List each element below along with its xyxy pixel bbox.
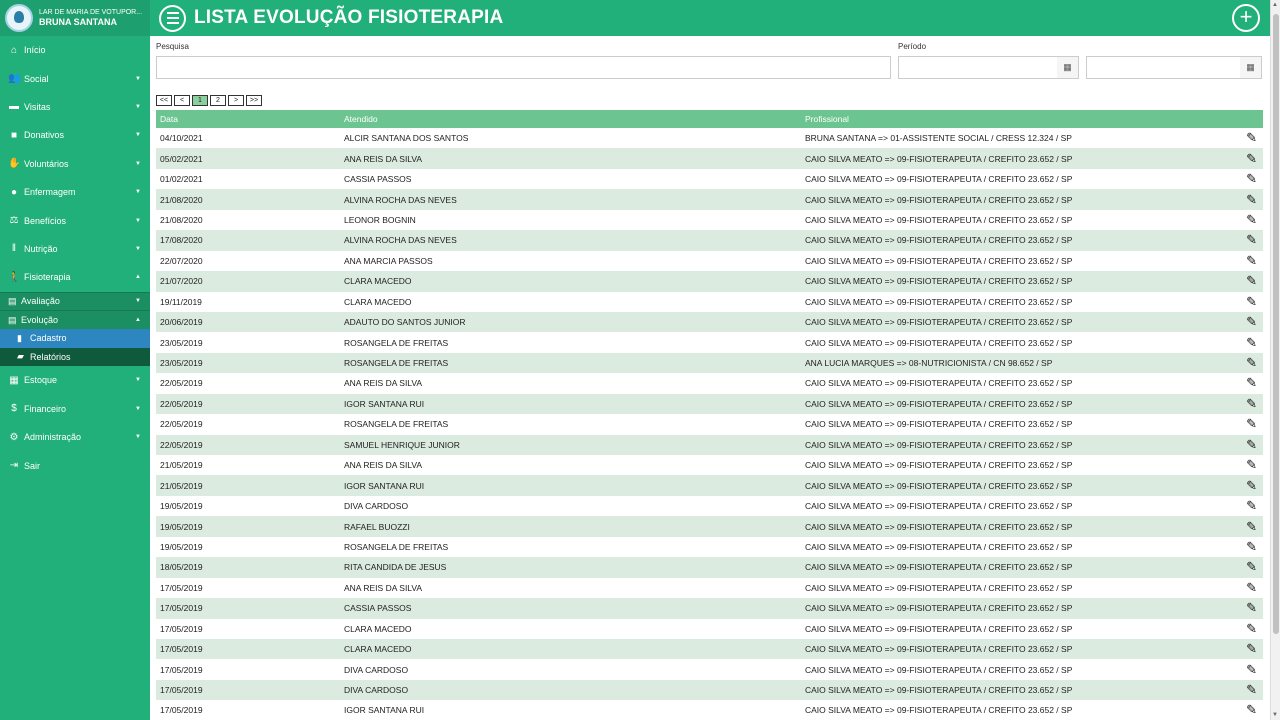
column-header-data[interactable]: Data <box>160 114 178 124</box>
table-row[interactable] <box>156 475 1263 495</box>
cell-atendido: ADAUTO DO SANTOS JUNIOR <box>344 317 466 328</box>
utensils-icon: ǁ <box>11 243 17 255</box>
cell-atendido: ANA REIS DA SILVA <box>344 153 423 164</box>
cell-date: 22/05/2019 <box>160 398 203 409</box>
table-row[interactable] <box>156 537 1263 557</box>
vertical-scrollbar[interactable] <box>1270 0 1280 720</box>
handshake-icon: ✋ <box>8 158 21 170</box>
folder-icon: ▰ <box>17 351 24 362</box>
sidebar-subitem-evolucao[interactable] <box>0 310 150 329</box>
pencil-edit-icon[interactable]: ✎ <box>1246 171 1257 187</box>
caret-down-icon: ▼ <box>135 189 141 196</box>
cell-profissional: CAIO SILVA MEATO => 09-FISIOTERAPEUTA / CREFITO 23.652 / SP <box>805 685 1073 696</box>
cell-profissional: CAIO SILVA MEATO => 09-FISIOTERAPEUTA / CREFITO 23.652 / SP <box>805 460 1073 471</box>
cell-atendido: ANA MARCIA PASSOS <box>344 255 433 266</box>
table-row[interactable] <box>156 332 1263 352</box>
period-end-input[interactable] <box>1086 56 1241 79</box>
pencil-edit-icon[interactable]: ✎ <box>1246 579 1257 595</box>
sidebar-subitem-label: Evolução <box>21 315 59 326</box>
sign-out-icon: ⇥ <box>9 460 19 472</box>
cell-profissional: CAIO SILVA MEATO => 09-FISIOTERAPEUTA / CREFITO 23.652 / SP <box>805 623 1073 634</box>
cell-date: 21/05/2019 <box>160 460 203 471</box>
pencil-edit-icon[interactable]: ✎ <box>1246 702 1257 718</box>
table-row[interactable] <box>156 516 1263 536</box>
sidebar-item-label: Fisioterapia <box>24 272 71 283</box>
cell-profissional: CAIO SILVA MEATO => 09-FISIOTERAPEUTA / CREFITO 23.652 / SP <box>805 296 1073 307</box>
pager-first-button[interactable]: << <box>156 95 172 106</box>
table-row[interactable] <box>156 271 1263 291</box>
add-button[interactable] <box>1232 4 1260 32</box>
organization-name: LAR DE MARIA DE VOTUPOR... <box>39 9 143 16</box>
cell-date: 23/05/2019 <box>160 337 203 348</box>
pencil-edit-icon[interactable]: ✎ <box>1246 620 1257 636</box>
cell-profissional: CAIO SILVA MEATO => 09-FISIOTERAPEUTA / CREFITO 23.652 / SP <box>805 439 1073 450</box>
scale-icon: ⚖ <box>9 215 19 227</box>
search-input[interactable] <box>156 56 891 79</box>
table-row[interactable] <box>156 148 1263 168</box>
table-row[interactable] <box>156 169 1263 189</box>
cell-date: 04/10/2021 <box>160 133 203 144</box>
pagination <box>156 95 262 106</box>
sidebar-item-label: Benefícios <box>24 215 67 226</box>
pencil-edit-icon[interactable]: ✎ <box>1246 191 1257 207</box>
cell-atendido: ROSANGELA DE FREITAS <box>344 337 449 348</box>
menu-bar <box>167 22 179 24</box>
sidebar-item-label: Financeiro <box>24 403 67 414</box>
list-icon: ▤ <box>8 314 17 325</box>
sidebar-item-financeiro[interactable] <box>0 395 150 423</box>
cell-atendido: DIVA CARDOSO <box>344 685 409 696</box>
cell-date: 01/02/2021 <box>160 174 203 185</box>
car-icon: ▬ <box>9 101 19 113</box>
sidebar-subitem-label: Cadastro <box>30 333 67 344</box>
cell-profissional: CAIO SILVA MEATO => 09-FISIOTERAPEUTA / CREFITO 23.652 / SP <box>805 480 1073 491</box>
table-row[interactable] <box>156 251 1263 271</box>
cell-profissional: CAIO SILVA MEATO => 09-FISIOTERAPEUTA / CREFITO 23.652 / SP <box>805 521 1073 532</box>
table-row[interactable] <box>156 414 1263 434</box>
pager-page-1[interactable]: 1 <box>192 95 208 106</box>
pencil-edit-icon[interactable]: ✎ <box>1246 130 1257 146</box>
table-row[interactable] <box>156 435 1263 455</box>
sidebar-subitem-cadastro[interactable] <box>0 329 150 348</box>
cell-atendido: CLARA MACEDO <box>344 623 412 634</box>
brand-block <box>0 0 150 36</box>
cell-profissional: ANA LUCIA MARQUES => 08-NUTRICIONISTA / CN 98.652 / SP <box>805 358 1053 369</box>
table-row[interactable] <box>156 353 1263 373</box>
sidebar <box>0 0 150 720</box>
cell-date: 23/05/2019 <box>160 358 203 369</box>
plus-icon: + <box>1239 4 1253 29</box>
pencil-edit-icon[interactable]: ✎ <box>1246 355 1257 371</box>
cell-date: 17/05/2019 <box>160 623 203 634</box>
pencil-edit-icon[interactable]: ✎ <box>1246 518 1257 534</box>
pencil-edit-icon[interactable]: ✎ <box>1246 436 1257 452</box>
cell-atendido: SAMUEL HENRIQUE JUNIOR <box>344 439 460 450</box>
cell-profissional: CAIO SILVA MEATO => 09-FISIOTERAPEUTA / CREFITO 23.652 / SP <box>805 317 1073 328</box>
pencil-edit-icon[interactable]: ✎ <box>1246 273 1257 289</box>
caret-down-icon: ▼ <box>135 298 141 305</box>
cell-profissional: CAIO SILVA MEATO => 09-FISIOTERAPEUTA / CREFITO 23.652 / SP <box>805 644 1073 655</box>
cell-date: 05/02/2021 <box>160 153 203 164</box>
sidebar-item-nutricao[interactable] <box>0 235 150 263</box>
cell-date: 22/05/2019 <box>160 439 203 450</box>
table-row[interactable] <box>156 189 1263 209</box>
table-row[interactable] <box>156 557 1263 577</box>
cell-atendido: CASSIA PASSOS <box>344 174 412 185</box>
walking-icon: 🚶 <box>8 271 21 283</box>
cell-profissional: CAIO SILVA MEATO => 09-FISIOTERAPEUTA / CREFITO 23.652 / SP <box>805 705 1073 716</box>
cell-atendido: RAFAEL BUOZZI <box>344 521 410 532</box>
cell-atendido: ALVINA ROCHA DAS NEVES <box>344 194 457 205</box>
gear-icon: ⚙ <box>9 431 19 443</box>
pencil-edit-icon[interactable]: ✎ <box>1246 334 1257 350</box>
sidebar-subitem-label: Avaliação <box>21 296 60 307</box>
table-row[interactable] <box>156 230 1263 250</box>
sidebar-subitem-avaliacao[interactable] <box>0 292 150 311</box>
table-row[interactable] <box>156 128 1263 148</box>
table-row[interactable] <box>156 373 1263 393</box>
cell-atendido: DIVA CARDOSO <box>344 664 409 675</box>
cell-atendido: IGOR SANTANA RUI <box>344 705 425 716</box>
scroll-up-icon[interactable]: ▲ <box>1272 2 1278 8</box>
table-row[interactable] <box>156 619 1263 639</box>
sidebar-subitem-label: Relatórios <box>30 351 71 362</box>
cell-profissional: CAIO SILVA MEATO => 09-FISIOTERAPEUTA / CREFITO 23.652 / SP <box>805 664 1073 675</box>
pencil-edit-icon[interactable]: ✎ <box>1246 375 1257 391</box>
cell-date: 21/08/2020 <box>160 194 203 205</box>
hamburger-menu-button[interactable] <box>159 5 186 32</box>
user-name: BRUNA SANTANA <box>39 17 117 27</box>
sidebar-item-enfermagem[interactable] <box>0 178 150 206</box>
period-label: Período <box>898 42 927 51</box>
pager-next-button[interactable]: > <box>228 95 244 106</box>
cell-atendido: LEONOR BOGNIN <box>344 214 416 225</box>
cell-profissional: CAIO SILVA MEATO => 09-FISIOTERAPEUTA / CREFITO 23.652 / SP <box>805 541 1073 552</box>
cell-profissional: CAIO SILVA MEATO => 09-FISIOTERAPEUTA / CREFITO 23.652 / SP <box>805 194 1073 205</box>
pencil-edit-icon[interactable]: ✎ <box>1246 416 1257 432</box>
column-header-profissional[interactable]: Profissional <box>805 114 849 124</box>
cell-atendido: ANA REIS DA SILVA <box>344 460 423 471</box>
cell-atendido: IGOR SANTANA RUI <box>344 398 425 409</box>
sidebar-item-administracao[interactable] <box>0 423 150 451</box>
caret-up-icon: ▲ <box>135 317 141 324</box>
sidebar-item-label: Administração <box>24 432 82 443</box>
sidebar-item-label: Estoque <box>24 375 58 386</box>
cell-profissional: CAIO SILVA MEATO => 09-FISIOTERAPEUTA / CREFITO 23.652 / SP <box>805 398 1073 409</box>
truck-icon: ■ <box>10 129 18 141</box>
calendar-icon[interactable]: ▦ <box>1057 56 1079 79</box>
cell-date: 21/05/2019 <box>160 480 203 491</box>
cell-date: 17/08/2020 <box>160 235 203 246</box>
caret-down-icon: ▼ <box>135 103 141 110</box>
caret-down-icon: ▼ <box>135 434 141 441</box>
table-row[interactable] <box>156 639 1263 659</box>
sidebar-item-inicio[interactable] <box>0 36 150 64</box>
cell-date: 22/07/2020 <box>160 255 203 266</box>
boxes-icon: ▦ <box>9 374 19 386</box>
top-header <box>150 0 1270 36</box>
pencil-edit-icon[interactable]: ✎ <box>1246 293 1257 309</box>
cell-atendido: CLARA MACEDO <box>344 296 412 307</box>
pager-last-button[interactable]: >> <box>246 95 262 106</box>
pencil-edit-icon[interactable]: ✎ <box>1246 477 1257 493</box>
sidebar-item-label: Social <box>24 73 49 84</box>
cell-atendido: ALVINA ROCHA DAS NEVES <box>344 235 457 246</box>
pencil-edit-icon[interactable]: ✎ <box>1246 395 1257 411</box>
cell-profissional: CAIO SILVA MEATO => 09-FISIOTERAPEUTA / CREFITO 23.652 / SP <box>805 153 1073 164</box>
sidebar-item-beneficios[interactable] <box>0 206 150 234</box>
sidebar-item-social[interactable] <box>0 64 150 92</box>
cell-date: 20/06/2019 <box>160 317 203 328</box>
caret-down-icon: ▼ <box>135 377 141 384</box>
caret-down-icon: ▼ <box>135 217 141 224</box>
cell-profissional: CAIO SILVA MEATO => 09-FISIOTERAPEUTA / CREFITO 23.652 / SP <box>805 582 1073 593</box>
sidebar-item-label: Donativos <box>24 130 65 141</box>
caret-down-icon: ▼ <box>135 405 141 412</box>
sidebar-item-estoque[interactable] <box>0 366 150 394</box>
pencil-edit-icon[interactable]: ✎ <box>1246 252 1257 268</box>
pager-prev-button[interactable]: < <box>174 95 190 106</box>
caret-up-icon: ▲ <box>135 274 141 281</box>
caret-down-icon: ▼ <box>135 245 141 252</box>
table-row[interactable] <box>156 598 1263 618</box>
list-icon: ▤ <box>8 295 17 306</box>
pencil-edit-icon[interactable]: ✎ <box>1246 211 1257 227</box>
sidebar-item-label: Enfermagem <box>24 187 76 198</box>
sidebar-item-label: Nutrição <box>24 243 58 254</box>
table-row[interactable] <box>156 292 1263 312</box>
table-row[interactable] <box>156 210 1263 230</box>
scrollbar-thumb[interactable] <box>1273 14 1279 634</box>
cell-profissional: CAIO SILVA MEATO => 09-FISIOTERAPEUTA / CREFITO 23.652 / SP <box>805 214 1073 225</box>
menu-bar <box>167 17 179 19</box>
cell-date: 19/05/2019 <box>160 541 203 552</box>
cell-atendido: CLARA MACEDO <box>344 276 412 287</box>
cell-atendido: ALCIR SANTANA DOS SANTOS <box>344 133 469 144</box>
file-icon: ▮ <box>17 332 22 343</box>
sidebar-item-voluntarios[interactable] <box>0 150 150 178</box>
period-start-input[interactable] <box>898 56 1058 79</box>
table-row[interactable] <box>156 394 1263 414</box>
cell-profissional: CAIO SILVA MEATO => 09-FISIOTERAPEUTA / CREFITO 23.652 / SP <box>805 501 1073 512</box>
search-label: Pesquisa <box>156 42 189 51</box>
table-header <box>156 110 1263 128</box>
cell-date: 17/05/2019 <box>160 603 203 614</box>
cell-date: 19/05/2019 <box>160 521 203 532</box>
table-row[interactable] <box>156 312 1263 332</box>
pencil-edit-icon[interactable]: ✎ <box>1246 457 1257 473</box>
sidebar-item-donativos[interactable] <box>0 121 150 149</box>
cell-profissional: CAIO SILVA MEATO => 09-FISIOTERAPEUTA / CREFITO 23.652 / SP <box>805 337 1073 348</box>
pencil-edit-icon[interactable]: ✎ <box>1246 600 1257 616</box>
table-row[interactable] <box>156 659 1263 679</box>
home-icon: ⌂ <box>10 44 18 56</box>
pencil-edit-icon[interactable]: ✎ <box>1246 232 1257 248</box>
cell-atendido: ANA REIS DA SILVA <box>344 378 423 389</box>
caret-down-icon: ▼ <box>135 132 141 139</box>
sidebar-item-label: Início <box>24 45 46 56</box>
evolution-table <box>156 110 1263 720</box>
cell-date: 22/05/2019 <box>160 419 203 430</box>
pencil-edit-icon[interactable]: ✎ <box>1246 314 1257 330</box>
cell-date: 21/07/2020 <box>160 276 203 287</box>
pencil-edit-icon[interactable]: ✎ <box>1246 641 1257 657</box>
pencil-edit-icon[interactable]: ✎ <box>1246 682 1257 698</box>
dollar-icon: $ <box>11 403 17 415</box>
table-row[interactable] <box>156 496 1263 516</box>
cell-date: 17/05/2019 <box>160 705 203 716</box>
pencil-edit-icon[interactable]: ✎ <box>1246 661 1257 677</box>
menu-bar <box>167 12 179 14</box>
caret-down-icon: ▼ <box>135 160 141 167</box>
cell-date: 17/05/2019 <box>160 644 203 655</box>
cell-atendido: ROSANGELA DE FREITAS <box>344 358 449 369</box>
cell-profissional: CAIO SILVA MEATO => 09-FISIOTERAPEUTA / CREFITO 23.652 / SP <box>805 378 1073 389</box>
cell-atendido: ROSANGELA DE FREITAS <box>344 419 449 430</box>
calendar-icon[interactable]: ▦ <box>1240 56 1262 79</box>
cell-profissional: CAIO SILVA MEATO => 09-FISIOTERAPEUTA / CREFITO 23.652 / SP <box>805 235 1073 246</box>
users-icon: 👥 <box>8 73 21 85</box>
cell-profissional: CAIO SILVA MEATO => 09-FISIOTERAPEUTA / CREFITO 23.652 / SP <box>805 603 1073 614</box>
cell-atendido: IGOR SANTANA RUI <box>344 480 425 491</box>
sidebar-item-label: Visitas <box>24 101 51 112</box>
sidebar-subitem-relatorios[interactable] <box>0 348 150 367</box>
cell-atendido: RITA CANDIDA DE JESUS <box>344 562 447 573</box>
cell-profissional: CAIO SILVA MEATO => 09-FISIOTERAPEUTA / CREFITO 23.652 / SP <box>805 419 1073 430</box>
page-title: LISTA EVOLUÇÃO FISIOTERAPIA <box>194 7 504 28</box>
table-row[interactable] <box>156 578 1263 598</box>
cell-profissional: CAIO SILVA MEATO => 09-FISIOTERAPEUTA / CREFITO 23.652 / SP <box>805 174 1073 185</box>
cell-date: 19/05/2019 <box>160 501 203 512</box>
sidebar-item-visitas[interactable] <box>0 93 150 121</box>
cell-profissional: BRUNA SANTANA => 01-ASSISTENTE SOCIAL / CRESS 12.324 / SP <box>805 133 1072 144</box>
cell-date: 17/05/2019 <box>160 664 203 675</box>
cell-date: 17/05/2019 <box>160 582 203 593</box>
sidebar-item-fisioterapia[interactable] <box>0 263 150 291</box>
cell-atendido: DIVA CARDOSO <box>344 501 409 512</box>
pencil-edit-icon[interactable]: ✎ <box>1246 559 1257 575</box>
sidebar-item-label: Voluntários <box>24 158 69 169</box>
cell-date: 19/11/2019 <box>160 296 202 307</box>
cell-atendido: CLARA MACEDO <box>344 644 412 655</box>
table-row[interactable] <box>156 455 1263 475</box>
pencil-edit-icon[interactable]: ✎ <box>1246 498 1257 514</box>
cell-profissional: CAIO SILVA MEATO => 09-FISIOTERAPEUTA / CREFITO 23.652 / SP <box>805 562 1073 573</box>
table-row[interactable] <box>156 680 1263 700</box>
cell-date: 17/05/2019 <box>160 685 203 696</box>
cell-profissional: CAIO SILVA MEATO => 09-FISIOTERAPEUTA / CREFITO 23.652 / SP <box>805 255 1073 266</box>
sidebar-item-label: Sair <box>24 460 41 471</box>
cell-date: 22/05/2019 <box>160 378 203 389</box>
cell-atendido: CASSIA PASSOS <box>344 603 412 614</box>
cell-atendido: ANA REIS DA SILVA <box>344 582 423 593</box>
sidebar-item-sair[interactable] <box>0 451 150 479</box>
pencil-edit-icon[interactable]: ✎ <box>1246 150 1257 166</box>
cell-profissional: CAIO SILVA MEATO => 09-FISIOTERAPEUTA / CREFITO 23.652 / SP <box>805 276 1073 287</box>
pencil-edit-icon[interactable]: ✎ <box>1246 538 1257 554</box>
cell-date: 18/05/2019 <box>160 562 203 573</box>
cell-date: 21/08/2020 <box>160 214 203 225</box>
user-nurse-icon: ● <box>10 186 18 198</box>
caret-down-icon: ▼ <box>135 75 141 82</box>
scroll-down-icon[interactable]: ▼ <box>1272 712 1278 718</box>
pager-page-2[interactable]: 2 <box>210 95 226 106</box>
table-row[interactable] <box>156 700 1263 720</box>
cell-atendido: ROSANGELA DE FREITAS <box>344 541 449 552</box>
organization-logo <box>5 4 33 32</box>
column-header-atendido[interactable]: Atendido <box>344 114 378 124</box>
table-body <box>156 128 1263 720</box>
